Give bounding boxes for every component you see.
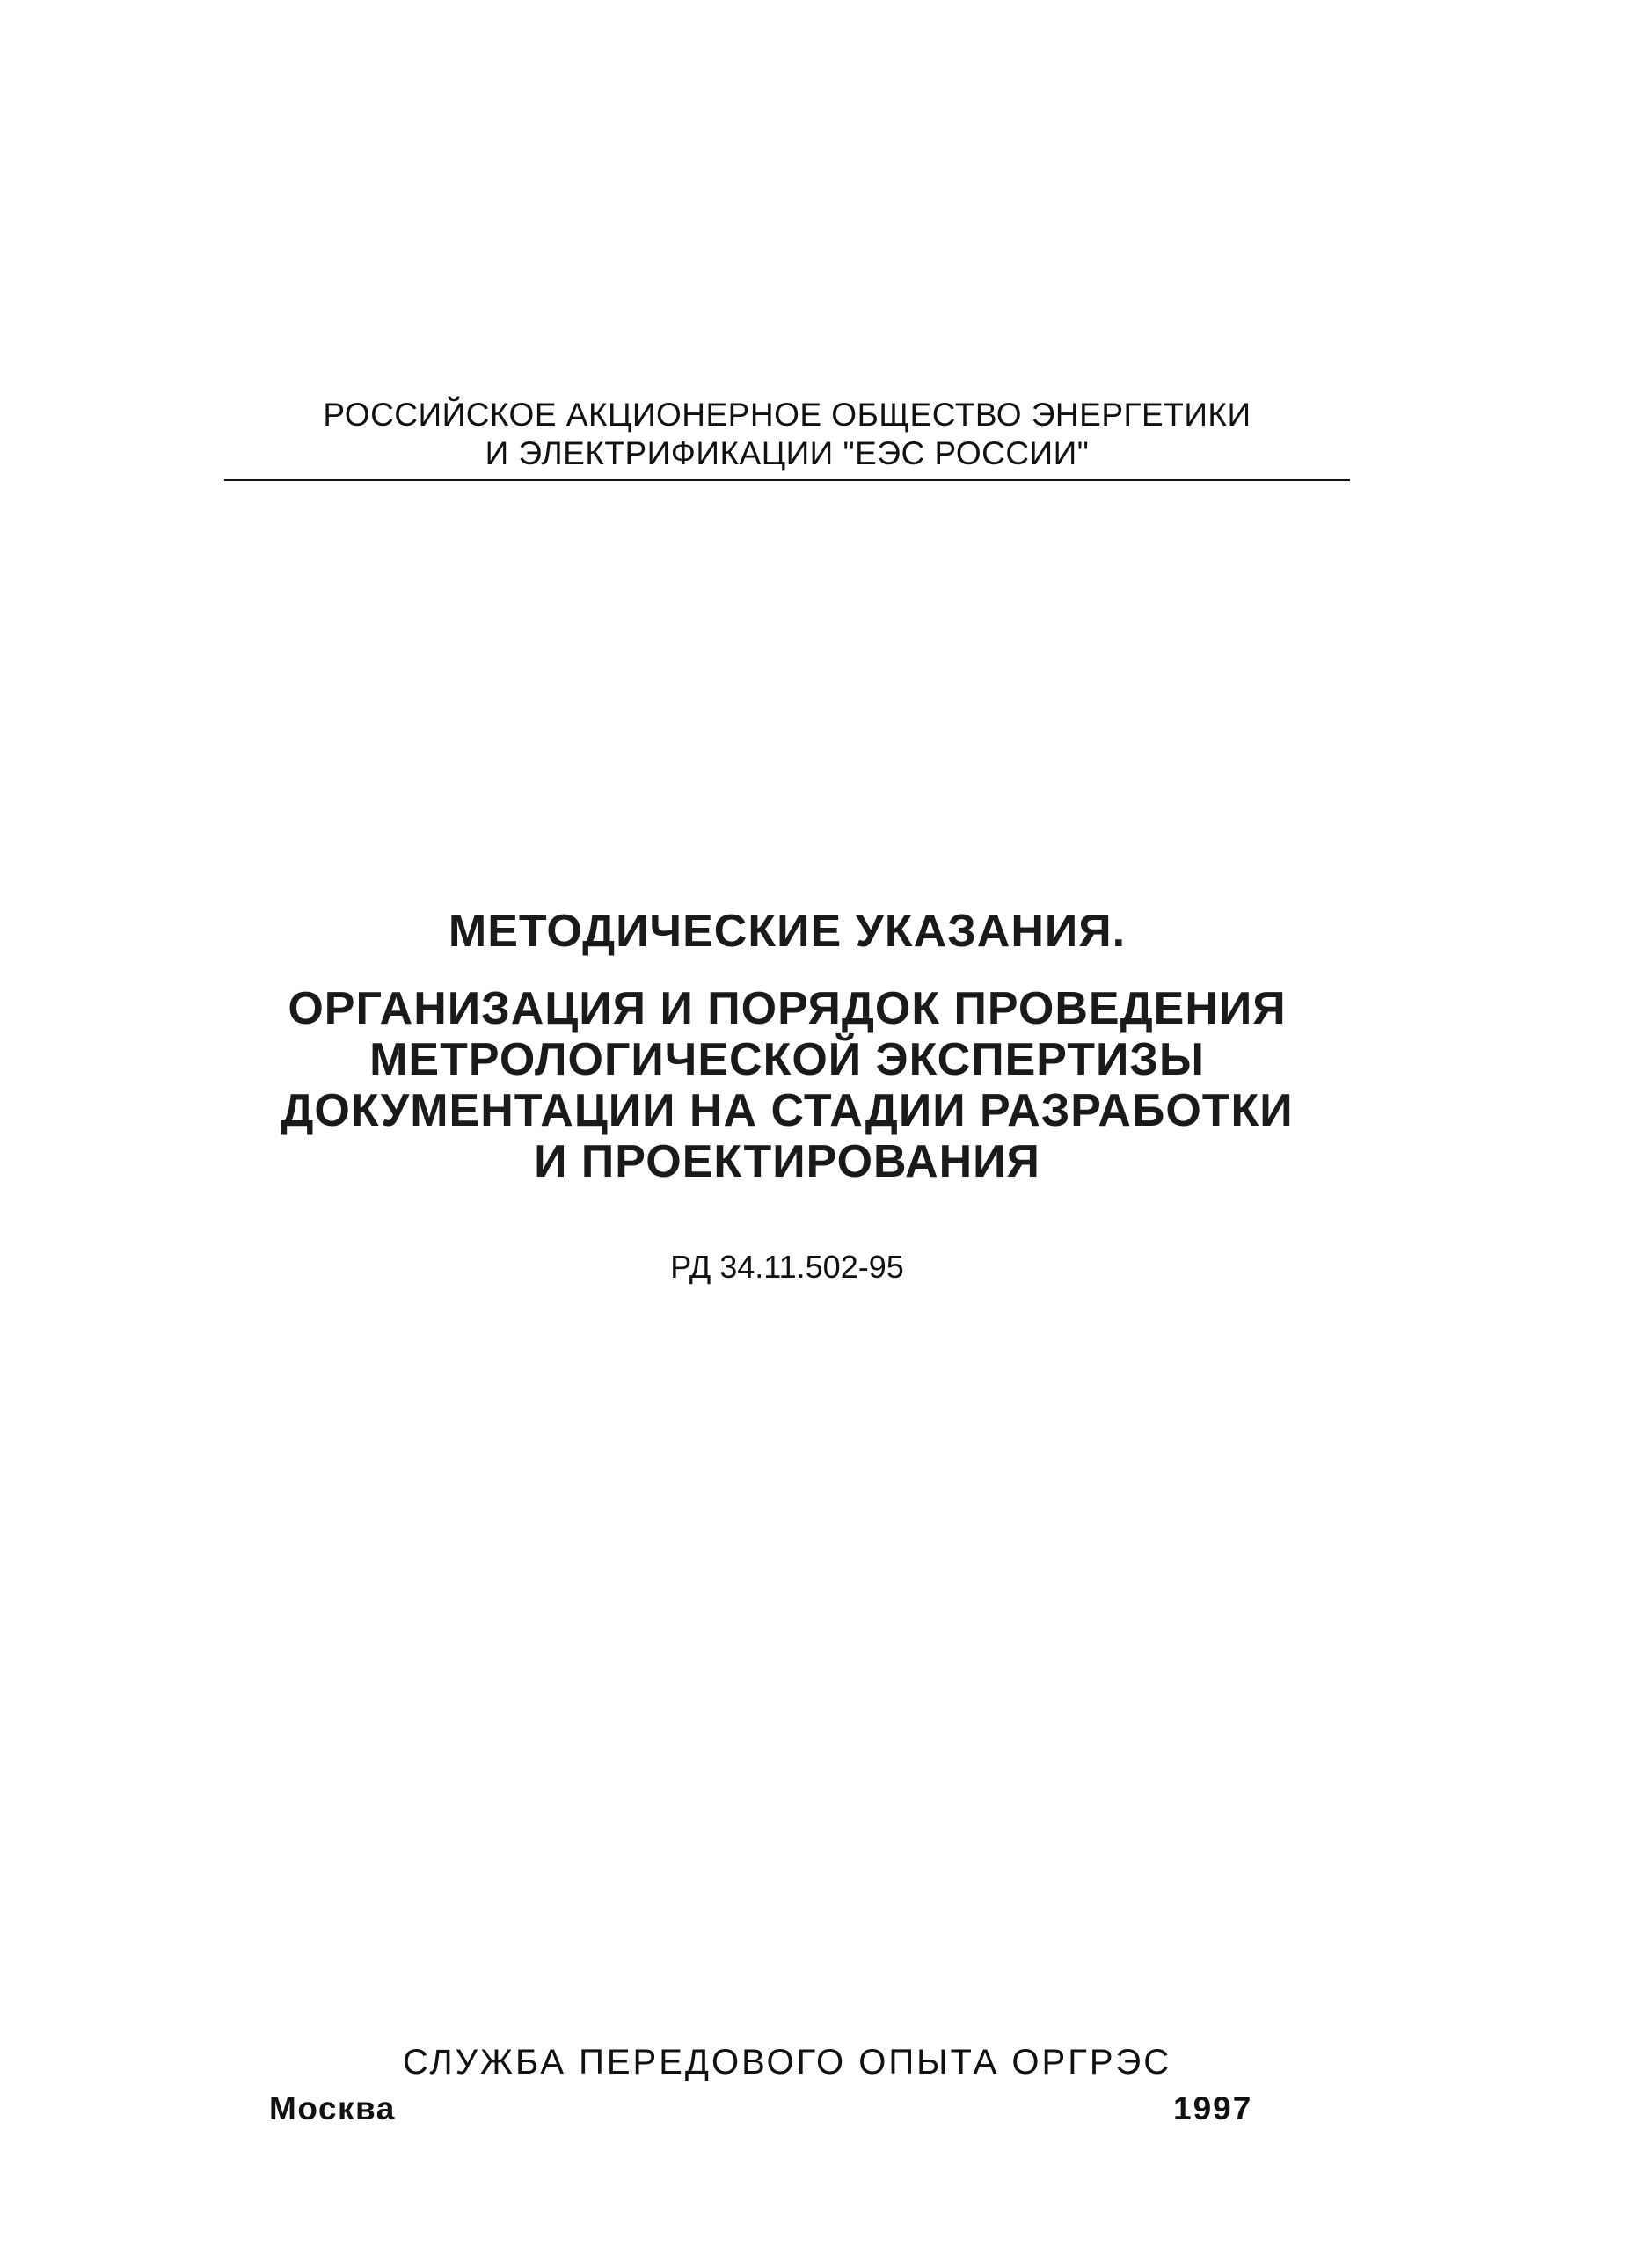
organization-name-line-1: РОССИЙСКОЕ АКЦИОНЕРНОЕ ОБЩЕСТВО ЭНЕРГЕТИКИ (323, 397, 1251, 433)
organization-name-line-2: И ЭЛЕКТРИФИКАЦИИ "ЕЭС РОССИИ" (485, 435, 1090, 471)
title-line-4: ДОКУМЕНТАЦИИ НА СТАДИИ РАЗРАБОТКИ (281, 1085, 1294, 1136)
document-title (224, 906, 1350, 1187)
publisher-name: СЛУЖБА ПЕРЕДОВОГО ОПЫТА ОРГРЭС (402, 2043, 1172, 2082)
header-divider (224, 479, 1350, 481)
document-code: РД 34.11.502-95 (670, 1249, 904, 1285)
title-line-5: И ПРОЕКТИРОВАНИЯ (534, 1136, 1040, 1187)
publication-city: Москва (269, 2090, 396, 2126)
publication-year: 1997 (1173, 2090, 1253, 2126)
title-line-1: МЕТОДИЧЕСКИЕ УКАЗАНИЯ. (448, 906, 1127, 957)
title-line-2: ОРГАНИЗАЦИЯ И ПОРЯДОК ПРОВЕДЕНИЯ (288, 983, 1287, 1034)
organization-header (224, 396, 1350, 473)
title-line-3: МЕТРОЛОГИЧЕСКОЙ ЭКСПЕРТИЗЫ (369, 1034, 1205, 1085)
